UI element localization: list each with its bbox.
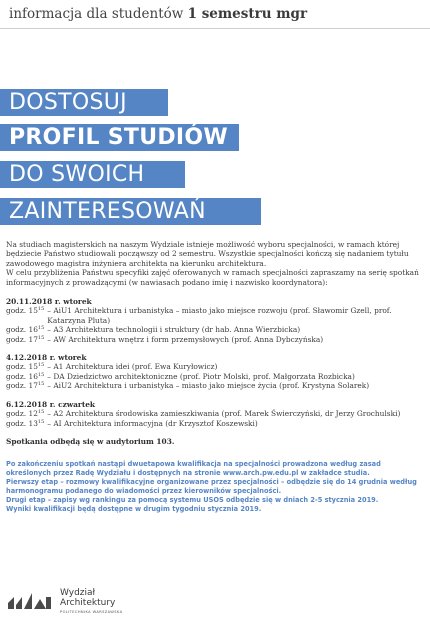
session-topic: – AW Architektura wnętrz i form przemysłowych (prof. Anna Dybczyńska)	[47, 334, 324, 344]
logo-subtitle: POLITECHNIKA WARSZAWSKA	[60, 610, 123, 614]
banner-line-3: DO SWOICH	[0, 161, 185, 188]
session-time: godz. $17^{15}$	[6, 334, 45, 344]
main-content	[6, 240, 424, 514]
info-paragraph-2: Pierwszy etap – rozmowy kwalifikacyjne organizowane przez specjalności – odbędzie się do 14 grudnia według harmonogramu podanego do wiadomości przez kierowników specjalności.	[6, 478, 417, 496]
session-time: godz. $12^{15}$	[6, 409, 45, 419]
session-time: godz. $16^{15}$	[6, 371, 45, 381]
session-item	[6, 372, 424, 381]
wa-logo-icon	[8, 591, 52, 611]
logo-text	[60, 588, 122, 614]
logo-name-line-1: Wydział	[60, 588, 96, 598]
session-topic: – AI Architektura informacyjna (dr Krzysztof Koszewski)	[47, 418, 258, 428]
banner-line-4: ZAINTERESOWAŃ	[0, 198, 261, 225]
session-date: 20.11.2018 r. wtorek	[6, 297, 92, 307]
session-time: godz. $15^{15}$	[6, 306, 45, 316]
intro-text	[6, 240, 424, 287]
session-topic: – DA Dziedzictwo architektoniczne (prof. Piotr Molski, prof. Małgorzata Rozbicka)	[47, 371, 355, 381]
header-prefix: informacja dla studentów	[9, 6, 188, 22]
header-divider	[0, 28, 430, 29]
info-paragraph-4: Wyniki kwalifikacji będą dostępne w drugim tygodniu stycznia 2019.	[6, 505, 262, 514]
intro-paragraph-2: W celu przybliżenia Państwu specyfiki zajęć oferowanych w ramach specjalności zapraszamy na serię spotkań informacyjnych z prowadzącymi (w nawiasach podano imię i nazwisko koordynatora):	[6, 268, 419, 287]
session-date: 6.12.2018 r. czwartek	[6, 399, 96, 409]
session-item	[6, 306, 424, 325]
qualification-info	[6, 460, 424, 514]
info-paragraph-3: Drugi etap – zapisy wg rankingu za pomocą systemu USOS odbędzie się w dniach 2-5 stycznia 2019.	[6, 496, 379, 505]
header-emphasis: 1 semestru mgr	[187, 6, 308, 22]
faculty-logo	[8, 588, 122, 618]
session-2	[6, 353, 424, 391]
session-topic: – AiU1 Architektura i urbanistyka – miasto jako miejsce rozwoju (prof. Sławomir Gzell, prof. Katarzyna Pluta)	[47, 306, 392, 325]
session-item	[6, 325, 424, 334]
session-time: godz. $15^{15}$	[6, 362, 45, 372]
logo-name-line-2: Architektury	[60, 598, 116, 608]
session-time: godz. $13^{15}$	[6, 418, 45, 428]
header-title	[9, 6, 307, 22]
session-topic: – A3 Architektura technologii i struktury (dr hab. Anna Wierzbicka)	[47, 325, 301, 335]
session-time: godz. $17^{15}$	[6, 381, 45, 391]
banner-line-1: DOSTOSUJ	[0, 89, 168, 116]
intro-paragraph-1: Na studiach magisterskich na naszym Wydziale istnieje możliwość wyboru specjalności, w ramach której będziecie Państwo studiowali począwszy od 2 semestru. Wszystkie specjalności kończą się nadaniem tytułu zawodowego magistra inżyniera architekta na kierunku architektura.	[6, 240, 409, 268]
banner-line-2: PROFIL STUDIÓW	[0, 124, 239, 151]
room-notice: Spotkania odbędą się w audytorium 103.	[6, 436, 175, 446]
session-item	[6, 381, 424, 390]
session-item	[6, 419, 424, 428]
session-1	[6, 297, 424, 344]
session-time: godz. $16^{15}$	[6, 325, 45, 335]
session-item	[6, 362, 424, 371]
session-item	[6, 409, 424, 418]
session-topic: – A2 Architektura środowiska zamieszkiwania (prof. Marek Świerczyński, dr Jerzy Grochulski)	[47, 409, 401, 419]
session-item	[6, 335, 424, 344]
session-3	[6, 400, 424, 428]
session-date: 4.12.2018 r. wtorek	[6, 353, 87, 363]
session-topic: – AiU2 Architektura i urbanistyka – miasto jako miejsce życia (prof. Krystyna Solarek)	[47, 381, 370, 391]
info-paragraph-1: Po zakończeniu spotkań nastąpi dwuetapowa kwalifikacja na specjalności prowadzona według zasad określonych przez Radę Wydziału i dostępnych na stronie www.arch.pw.edu.pl w zakładce studia.	[6, 460, 381, 478]
session-topic: – A1 Architektura idei (prof. Ewa Kuryłowicz)	[47, 362, 218, 372]
